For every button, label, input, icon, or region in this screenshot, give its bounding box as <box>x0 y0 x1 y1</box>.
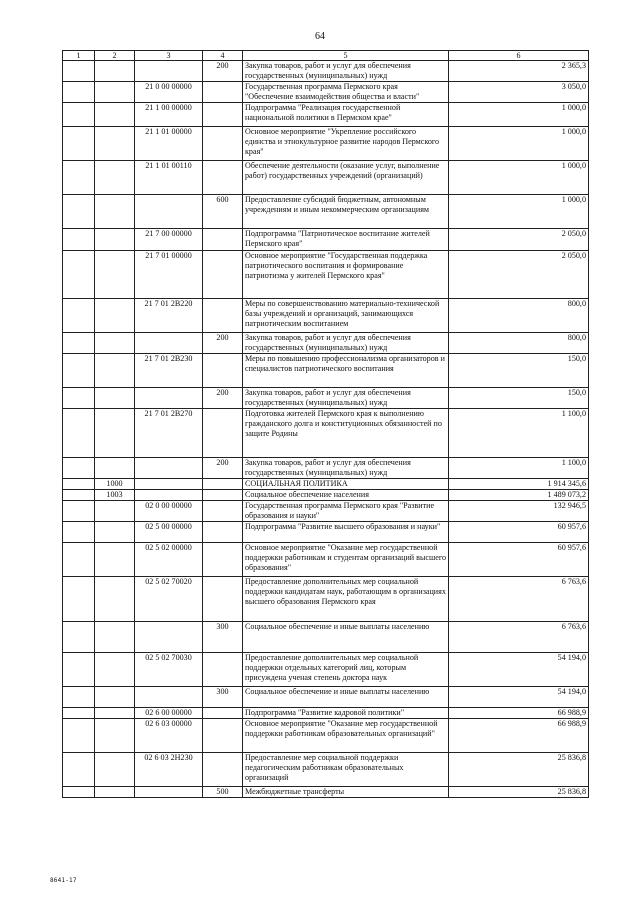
cell-c5: Государственная программа Пермского края "Обеспечение взаимодействия общества и власти" <box>243 82 449 103</box>
cell-c5: Подпрограмма "Патриотическое воспитание жителей Пермского края" <box>243 229 449 251</box>
cell-c3 <box>135 195 203 229</box>
cell-c5: Закупка товаров, работ и услуг для обеспечения государственных (муниципальных) нужд <box>243 388 449 409</box>
cell-c1 <box>63 229 95 251</box>
table-row <box>63 577 589 622</box>
cell-c3: 02 6 00 00000 <box>135 708 203 719</box>
table-row <box>63 479 589 490</box>
cell-c2 <box>95 299 135 333</box>
cell-c2 <box>95 195 135 229</box>
cell-c4 <box>203 522 243 543</box>
cell-c3 <box>135 61 203 82</box>
cell-c5: Государственная программа Пермского края "Развитие образования и науки" <box>243 501 449 522</box>
cell-c5: Подпрограмма "Реализация государственной национальной политики в Пермском крае" <box>243 103 449 127</box>
cell-c4 <box>203 103 243 127</box>
column-header: 3 <box>135 51 203 61</box>
cell-c3 <box>135 490 203 501</box>
cell-c1 <box>63 653 95 687</box>
cell-c2 <box>95 458 135 479</box>
cell-c4 <box>203 82 243 103</box>
cell-c2: 1000 <box>95 479 135 490</box>
table-row <box>63 229 589 251</box>
budget-table <box>62 50 589 798</box>
cell-c5: Социальное обеспечение и иные выплаты населению <box>243 687 449 708</box>
cell-c3 <box>135 479 203 490</box>
table-row <box>63 161 589 195</box>
cell-c3: 21 7 01 2В230 <box>135 354 203 388</box>
cell-c4: 300 <box>203 687 243 708</box>
cell-c4: 200 <box>203 388 243 409</box>
cell-c6: 1 000,0 <box>449 161 589 195</box>
cell-c2 <box>95 719 135 753</box>
cell-c2 <box>95 577 135 622</box>
cell-c4 <box>203 161 243 195</box>
cell-c1 <box>63 543 95 577</box>
cell-c6: 54 194,0 <box>449 687 589 708</box>
table-header-row <box>63 51 589 61</box>
table-row <box>63 719 589 753</box>
cell-c6: 6 763,6 <box>449 622 589 653</box>
cell-c1 <box>63 409 95 458</box>
cell-c3: 21 0 00 00000 <box>135 82 203 103</box>
table-row <box>63 251 589 299</box>
cell-c2 <box>95 622 135 653</box>
cell-c1 <box>63 333 95 354</box>
cell-c3: 21 7 01 2В220 <box>135 299 203 333</box>
cell-c5: Социальное обеспечение и иные выплаты населению <box>243 622 449 653</box>
table-row <box>63 299 589 333</box>
table-row <box>63 82 589 103</box>
cell-c3 <box>135 787 203 798</box>
cell-c4 <box>203 501 243 522</box>
cell-c5: Основное мероприятие "Государственная поддержка патриотического воспитания и формирование патриотизма у жителей Пермского края" <box>243 251 449 299</box>
cell-c2 <box>95 543 135 577</box>
cell-c3 <box>135 622 203 653</box>
document-code: 8641-17 <box>50 877 77 884</box>
cell-c5: Обеспечение деятельности (оказание услуг, выполнение работ) государственных учреждений (организаций) <box>243 161 449 195</box>
cell-c4 <box>203 409 243 458</box>
table-row <box>63 127 589 161</box>
cell-c5: СОЦИАЛЬНАЯ ПОЛИТИКА <box>243 479 449 490</box>
cell-c6: 1 000,0 <box>449 195 589 229</box>
cell-c6: 150,0 <box>449 354 589 388</box>
cell-c5: Основное мероприятие "Укрепление российского единства и этнокультурное развитие народов Пермского края" <box>243 127 449 161</box>
cell-c1 <box>63 354 95 388</box>
cell-c1 <box>63 719 95 753</box>
cell-c5: Основное мероприятие "Оказание мер государственной поддержки работникам образовательных организаций" <box>243 719 449 753</box>
cell-c1 <box>63 103 95 127</box>
cell-c1 <box>63 687 95 708</box>
table-row <box>63 354 589 388</box>
cell-c6: 25 836,8 <box>449 753 589 787</box>
cell-c6: 2 050,0 <box>449 229 589 251</box>
cell-c2 <box>95 161 135 195</box>
cell-c2 <box>95 522 135 543</box>
cell-c2 <box>95 82 135 103</box>
cell-c1 <box>63 479 95 490</box>
cell-c2: 1003 <box>95 490 135 501</box>
cell-c4 <box>203 127 243 161</box>
cell-c2 <box>95 753 135 787</box>
cell-c6: 1 000,0 <box>449 103 589 127</box>
cell-c6: 800,0 <box>449 333 589 354</box>
cell-c4: 500 <box>203 787 243 798</box>
cell-c6: 800,0 <box>449 299 589 333</box>
table-row <box>63 787 589 798</box>
table-row <box>63 653 589 687</box>
cell-c3: 21 1 00 00000 <box>135 103 203 127</box>
cell-c3: 21 7 01 00000 <box>135 251 203 299</box>
cell-c1 <box>63 127 95 161</box>
cell-c4: 200 <box>203 458 243 479</box>
cell-c6: 1 000,0 <box>449 127 589 161</box>
cell-c4 <box>203 719 243 753</box>
column-header: 2 <box>95 51 135 61</box>
cell-c2 <box>95 61 135 82</box>
table-row <box>63 61 589 82</box>
cell-c4 <box>203 299 243 333</box>
cell-c3 <box>135 388 203 409</box>
cell-c6: 3 050,0 <box>449 82 589 103</box>
cell-c6: 132 946,5 <box>449 501 589 522</box>
cell-c4 <box>203 354 243 388</box>
cell-c4: 200 <box>203 333 243 354</box>
cell-c6: 1 100,0 <box>449 409 589 458</box>
cell-c1 <box>63 787 95 798</box>
cell-c1 <box>63 161 95 195</box>
cell-c2 <box>95 687 135 708</box>
cell-c6: 2 365,3 <box>449 61 589 82</box>
cell-c3: 02 6 03 00000 <box>135 719 203 753</box>
cell-c6: 1 914 345,6 <box>449 479 589 490</box>
cell-c3: 02 5 00 00000 <box>135 522 203 543</box>
table-row <box>63 522 589 543</box>
cell-c1 <box>63 622 95 653</box>
cell-c5: Межбюджетные трансферты <box>243 787 449 798</box>
cell-c5: Предоставление мер социальной поддержки педагогическим работникам образовательных организаций <box>243 753 449 787</box>
cell-c1 <box>63 82 95 103</box>
cell-c1 <box>63 299 95 333</box>
column-header: 1 <box>63 51 95 61</box>
cell-c3 <box>135 458 203 479</box>
cell-c3: 21 7 00 00000 <box>135 229 203 251</box>
cell-c6: 54 194,0 <box>449 653 589 687</box>
cell-c5: Закупка товаров, работ и услуг для обеспечения государственных (муниципальных) нужд <box>243 458 449 479</box>
cell-c6: 1 100,0 <box>449 458 589 479</box>
table-row <box>63 543 589 577</box>
cell-c3: 02 0 00 00000 <box>135 501 203 522</box>
cell-c6: 1 489 073,2 <box>449 490 589 501</box>
cell-c5: Подпрограмма "Развитие кадровой политики" <box>243 708 449 719</box>
cell-c5: Подготовка жителей Пермского края к выполнению гражданского долга и конституционных обязанностей по защите Родины <box>243 409 449 458</box>
cell-c4 <box>203 753 243 787</box>
cell-c6: 66 988,9 <box>449 708 589 719</box>
cell-c3: 21 1 01 00110 <box>135 161 203 195</box>
cell-c5: Закупка товаров, работ и услуг для обеспечения государственных (муниципальных) нужд <box>243 61 449 82</box>
table-row <box>63 333 589 354</box>
cell-c6: 150,0 <box>449 388 589 409</box>
cell-c2 <box>95 653 135 687</box>
cell-c6: 6 763,6 <box>449 577 589 622</box>
cell-c6: 25 836,8 <box>449 787 589 798</box>
cell-c1 <box>63 490 95 501</box>
cell-c6: 60 957,6 <box>449 522 589 543</box>
column-header: 4 <box>203 51 243 61</box>
cell-c5: Меры по повышению профессионализма организаторов и специалистов патриотического воспитания <box>243 354 449 388</box>
cell-c2 <box>95 354 135 388</box>
cell-c4 <box>203 251 243 299</box>
cell-c3 <box>135 687 203 708</box>
cell-c3 <box>135 333 203 354</box>
cell-c4 <box>203 543 243 577</box>
table-row <box>63 195 589 229</box>
cell-c3: 02 5 02 00000 <box>135 543 203 577</box>
cell-c3: 02 5 02 70020 <box>135 577 203 622</box>
cell-c1 <box>63 577 95 622</box>
cell-c6: 2 050,0 <box>449 251 589 299</box>
cell-c4 <box>203 708 243 719</box>
cell-c1 <box>63 195 95 229</box>
cell-c1 <box>63 251 95 299</box>
cell-c5: Подпрограмма "Развитие высшего образования и науки" <box>243 522 449 543</box>
table-row <box>63 687 589 708</box>
column-header: 5 <box>243 51 449 61</box>
table-row <box>63 458 589 479</box>
cell-c6: 66 988,9 <box>449 719 589 753</box>
cell-c2 <box>95 229 135 251</box>
table-row <box>63 501 589 522</box>
cell-c2 <box>95 409 135 458</box>
cell-c1 <box>63 522 95 543</box>
cell-c5: Меры по совершенствованию материально-технической базы учреждений и организаций, занимающихся патриотическим воспитанием <box>243 299 449 333</box>
table-row <box>63 753 589 787</box>
cell-c4: 600 <box>203 195 243 229</box>
cell-c1 <box>63 61 95 82</box>
cell-c4 <box>203 490 243 501</box>
cell-c5: Основное мероприятие "Оказание мер государственной поддержки работникам и студентам организаций высшего образования" <box>243 543 449 577</box>
cell-c5: Предоставление субсидий бюджетным, автономным учреждениям и иным некоммерческим организациям <box>243 195 449 229</box>
cell-c2 <box>95 388 135 409</box>
cell-c2 <box>95 333 135 354</box>
cell-c2 <box>95 127 135 161</box>
cell-c2 <box>95 103 135 127</box>
table-row <box>63 490 589 501</box>
table-row <box>63 409 589 458</box>
cell-c4 <box>203 653 243 687</box>
cell-c4 <box>203 479 243 490</box>
table-row <box>63 708 589 719</box>
cell-c5: Предоставление дополнительных мер социальной поддержки отдельных категорий лиц, которым присуждена ученая степень доктора наук <box>243 653 449 687</box>
cell-c2 <box>95 708 135 719</box>
cell-c3: 02 6 03 2Н230 <box>135 753 203 787</box>
cell-c4: 300 <box>203 622 243 653</box>
cell-c4 <box>203 229 243 251</box>
cell-c5: Предоставление дополнительных мер социальной поддержки кандидатам наук, работающим в организациях высшего образования Пермского края <box>243 577 449 622</box>
cell-c2 <box>95 501 135 522</box>
table-row <box>63 103 589 127</box>
cell-c2 <box>95 251 135 299</box>
cell-c3: 21 1 01 00000 <box>135 127 203 161</box>
cell-c1 <box>63 388 95 409</box>
cell-c5: Социальное обеспечение населения <box>243 490 449 501</box>
cell-c1 <box>63 753 95 787</box>
cell-c1 <box>63 501 95 522</box>
cell-c3: 02 5 02 70030 <box>135 653 203 687</box>
cell-c4 <box>203 577 243 622</box>
cell-c3: 21 7 01 2В270 <box>135 409 203 458</box>
cell-c5: Закупка товаров, работ и услуг для обеспечения государственных (муниципальных) нужд <box>243 333 449 354</box>
table-row <box>63 622 589 653</box>
cell-c2 <box>95 787 135 798</box>
cell-c4: 200 <box>203 61 243 82</box>
cell-c6: 60 957,6 <box>449 543 589 577</box>
column-header: 6 <box>449 51 589 61</box>
table-row <box>63 388 589 409</box>
page-number: 64 <box>315 31 325 42</box>
cell-c1 <box>63 458 95 479</box>
cell-c1 <box>63 708 95 719</box>
